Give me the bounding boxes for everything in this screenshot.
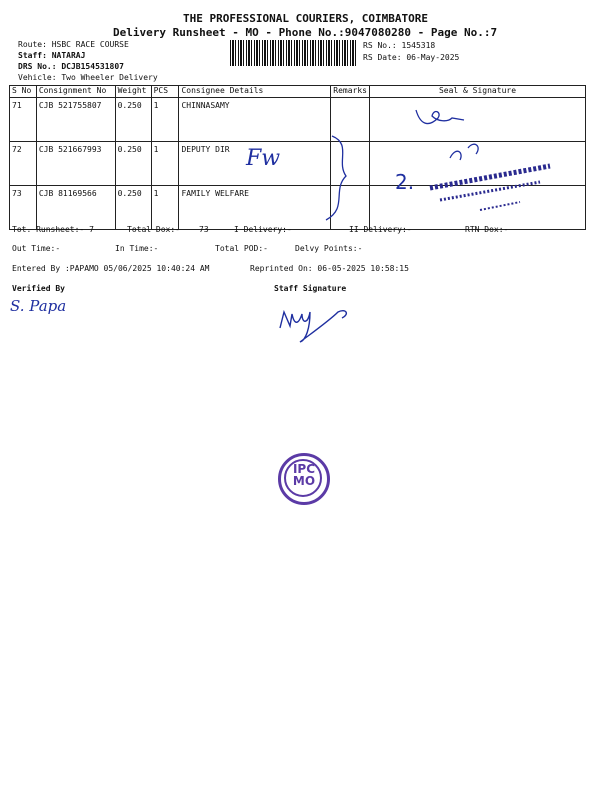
entered-by: Entered By :PAPAMO 05/06/2025 10:40:24 AM — [12, 264, 210, 273]
rtn-dox: RTN Dox:- — [465, 225, 509, 234]
total-dox-label: Total Dox:- — [127, 225, 180, 234]
cell-consignment: CJB 521755807 — [36, 98, 115, 142]
in-time: In Time:- — [115, 244, 159, 253]
stamp-line2: MO — [292, 474, 316, 488]
staff-signature-label: Staff Signature — [274, 284, 347, 293]
col-pcs: PCS — [151, 86, 179, 98]
cell-consignment: CJB 81169566 — [36, 186, 115, 230]
col-seal-signature: Seal & Signature — [369, 86, 585, 98]
col-sno: S No — [10, 86, 37, 98]
rs-number: RS No.: 1545318 — [363, 41, 436, 50]
cell-consignee: FAMILY WELFARE — [179, 186, 331, 230]
col-consignee: Consignee Details — [179, 86, 331, 98]
cell-sno: 71 — [10, 98, 37, 142]
col-consignment: Consignment No — [36, 86, 115, 98]
col-weight: Weight — [115, 86, 151, 98]
staff-signature — [276, 300, 356, 346]
vehicle-label: Vehicle: Two Wheeler Delivery — [18, 73, 158, 82]
seal-stamp-row2 — [420, 130, 570, 210]
stamp-line1: IPC — [292, 462, 316, 476]
delvy-points: Delvy Points:- — [295, 244, 363, 253]
cell-pcs: 1 — [151, 142, 179, 186]
cell-weight: 0.250 — [115, 142, 151, 186]
route-label: Route: HSBC RACE COURSE — [18, 40, 129, 49]
cell-consignment: CJB 521667993 — [36, 142, 115, 186]
ipc-mo-stamp — [278, 453, 330, 505]
verified-signature: S. Papa — [10, 297, 67, 315]
brace-mark — [318, 132, 358, 224]
verified-by-label: Verified By — [12, 284, 65, 293]
barcode — [230, 40, 358, 66]
ii-delivery: II Delivery:- — [349, 225, 412, 234]
out-time: Out Time:- — [12, 244, 61, 253]
drs-number: DRS No.: DCJB154531807 — [18, 62, 124, 71]
cell-pcs: 1 — [151, 98, 179, 142]
i-delivery: I Delivery:- — [234, 225, 292, 234]
staff-label: Staff: NATARAJ — [18, 51, 86, 60]
cell-consignee: CHINNASAMY — [179, 98, 331, 142]
handwritten-number: 2. — [395, 170, 415, 194]
signature-row1 — [408, 100, 468, 130]
reprinted-on: Reprinted On: 06-05-2025 10:58:15 — [250, 264, 409, 273]
cell-consignee: DEPUTY DIR — [179, 142, 331, 186]
cell-sno: 72 — [10, 142, 37, 186]
cell-sno: 73 — [10, 186, 37, 230]
rs-date: RS Date: 06-May-2025 — [363, 53, 460, 62]
total-pod: Total POD:- — [215, 244, 268, 253]
cell-weight: 0.250 — [115, 186, 151, 230]
total-dox-value: 73 — [199, 225, 209, 234]
cell-pcs: 1 — [151, 186, 179, 230]
tot-runsheet: Tot. Runsheet:- 7 — [12, 225, 94, 234]
handwritten-fw: Fw — [246, 146, 281, 171]
runsheet-subtitle: Delivery Runsheet - MO - Phone No.:9047080280 - Page No.:7 — [113, 26, 498, 39]
table-header-row — [10, 86, 586, 98]
company-title: THE PROFESSIONAL COURIERS, COIMBATORE — [183, 12, 429, 25]
cell-weight: 0.250 — [115, 98, 151, 142]
col-remarks: Remarks — [331, 86, 370, 98]
